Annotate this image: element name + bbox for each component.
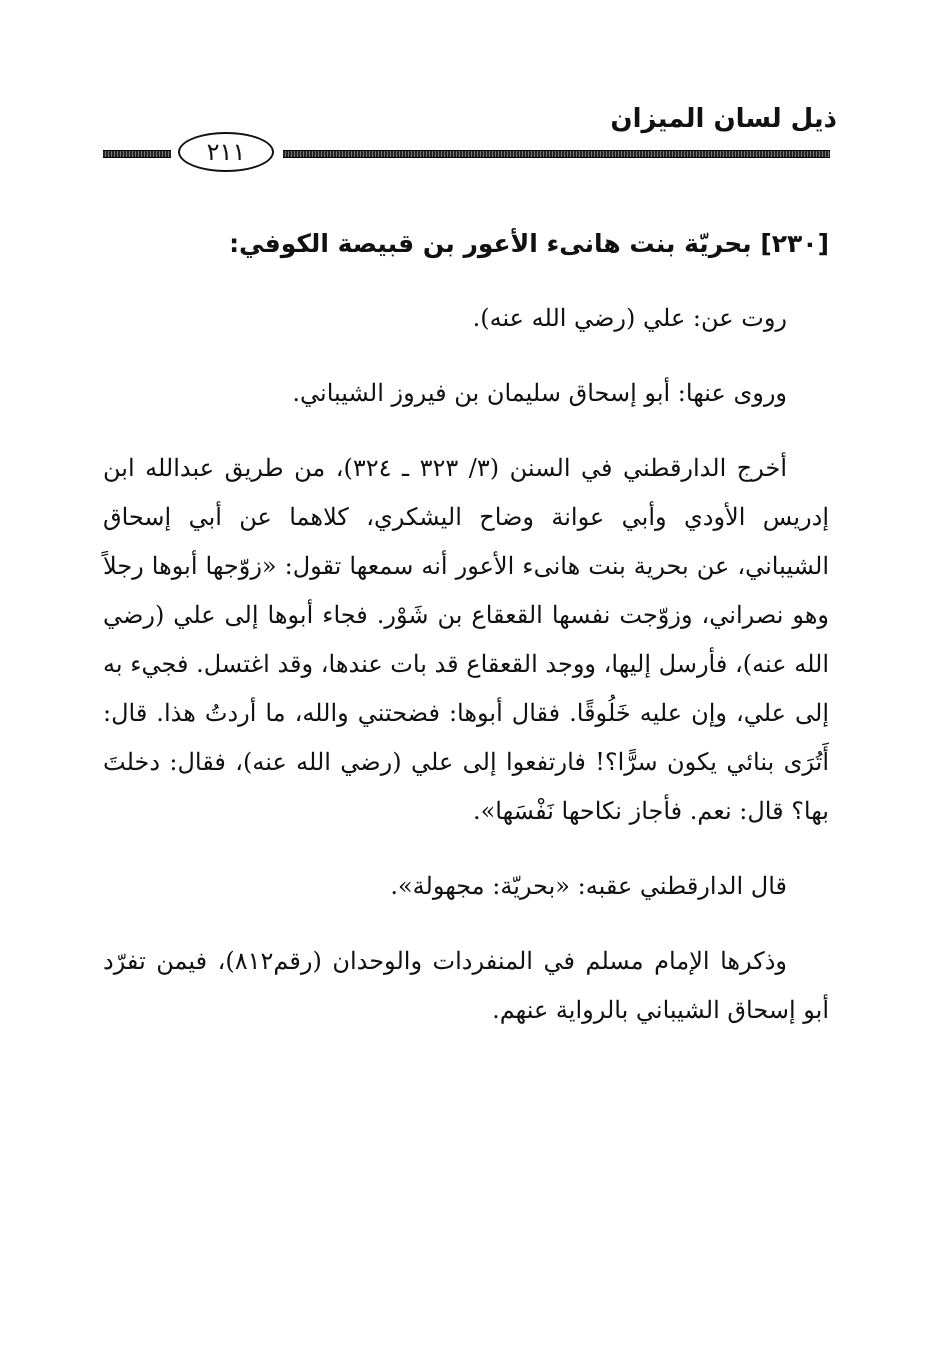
muslim-note-paragraph: وذكرها الإمام مسلم في المنفردات والوحدان (رقم٨١٢)، فيمن تفرّد أبو إسحاق الشيباني بالرواية عنهم.	[103, 947, 829, 1024]
narrated-by-paragraph: وروى عنها: أبو إسحاق سليمان بن فيروز الشيباني.	[292, 379, 787, 407]
running-header-title: ذيل لسان الميزان	[610, 104, 837, 134]
page-body	[103, 220, 829, 1061]
header-rule-right	[283, 150, 830, 158]
entry-title: [٢٣٠] بحريّة بنت هانىء الأعور بن قبيصة الكوفي:	[229, 229, 829, 258]
narrated-from-paragraph: روت عن: علي (رضي الله عنه).	[472, 304, 787, 332]
header-rule-left	[103, 150, 171, 158]
main-paragraph: أخرج الدارقطني في السنن (٣/ ٣٢٣ ـ ٣٢٤)، من طريق عبدالله ابن إدريس الأودي وأبي عوانة وضاح اليشكري، كلاهما عن أبي إسحاق الشيباني، عن بحرية بنت هانىء الأعور أنه سمعها تقول: «زوّجها أبوها رجلاً وهو نصراني، وزوّجت نفسها القعقاع بن شَوْر. فجاء أبوها إلى علي (رضي الله عنه)، فأرسل إليها، ووجد القعقاع قد بات عندها، وقد اغتسل. فجيء به إلى علي، وإن عليه خَلُوقًا. فقال أبوها: فضحتني والله، ما أردتُ هذا. قال: أَتُرَى بنائي يكون سرًّا؟! فارتفعوا إلى علي (رضي الله عنه)، فقال: دخلتَ بها؟ قال: نعم. فأجاز نكاحها نَفْسَها».	[103, 454, 829, 825]
page-number: ٢١١	[178, 132, 274, 172]
daraqutni-comment-paragraph: قال الدارقطني عقبه: «بحريّة: مجهولة».	[390, 872, 787, 900]
